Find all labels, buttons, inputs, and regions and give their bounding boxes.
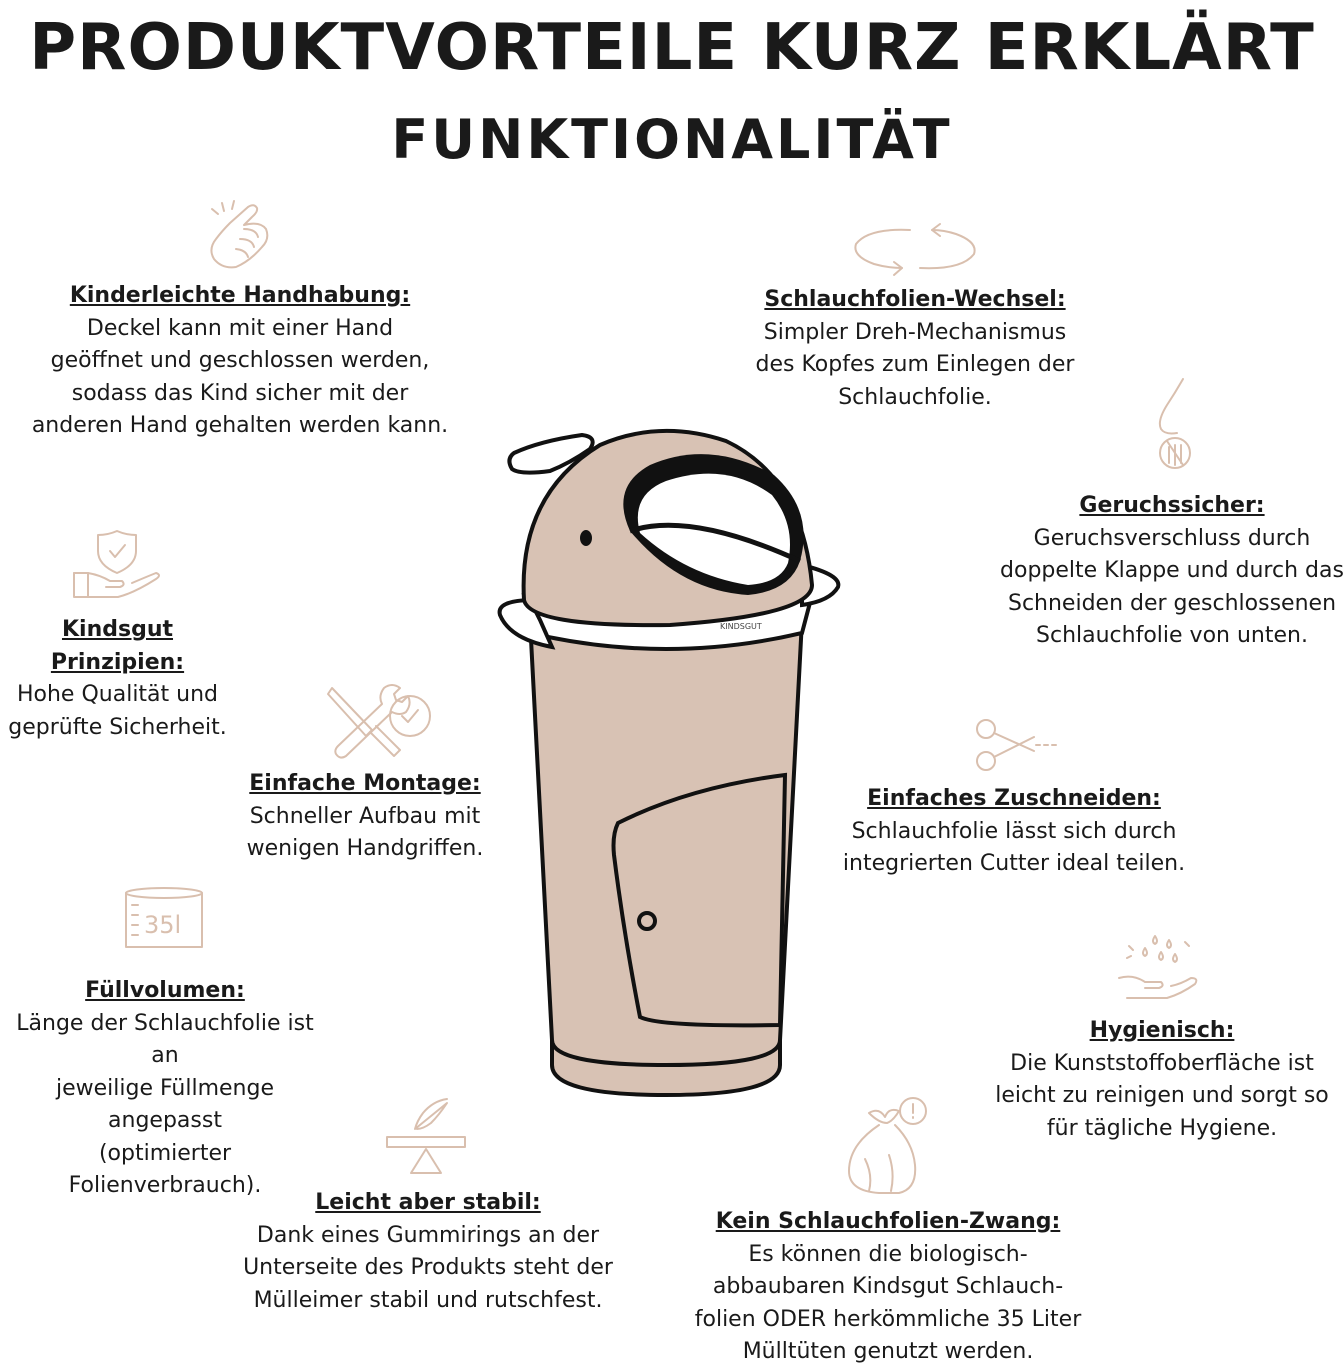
feature-title: Einfaches Zuschneiden: (867, 786, 1161, 811)
page-title: PRODUKTVORTEILE KURZ ERKLÄRT (29, 11, 1315, 85)
feature-text: Es können die biologisch- abbaubaren Kindsgut Schlauch- folien ODER herkömmliche 35 Liter Mülltüten genutzt werden. (694, 1241, 1082, 1364)
feature-prinzipien (0, 614, 235, 744)
feature-text: Simpler Dreh-Mechanismus des Kopfes zum Einlegen der Schlauchfolie. (755, 319, 1075, 410)
feature-text: Länge der Schlauchfolie ist an jeweilige Füllmenge angepasst (optimierter Folienverbrauch). (16, 1010, 314, 1198)
feature-text: Deckel kann mit einer Hand geöffnet und geschlossen werden, sodass das Kind sicher mit der anderen Hand gehalten werden kann. (31, 315, 449, 438)
feature-title: Geruchssicher: (1079, 493, 1265, 518)
feature-title: Kindsgut Prinzipien: (50, 617, 185, 675)
bag-icon (843, 1095, 933, 1200)
product-image (490, 415, 850, 1109)
brand-label: KINDSGUT (720, 622, 762, 631)
feature-text: Schneller Aufbau mit wenigen Handgriffen. (246, 803, 484, 861)
nose-icon (1145, 375, 1205, 475)
feature-title: Leicht aber stabil: (315, 1190, 541, 1215)
volume-icon (122, 885, 207, 955)
feature-volumen (0, 975, 330, 1203)
feature-text: Schlauchfolie lässt sich durch integrierten Cutter ideal teilen. (842, 818, 1186, 876)
feature-hygiene (990, 1015, 1334, 1145)
volume-icon-label: 35l (144, 911, 182, 939)
feature-title: Einfache Montage: (249, 771, 481, 796)
feature-title: Kinderleichte Handhabung: (69, 283, 411, 308)
tools-icon (322, 680, 437, 760)
scissors-icon (972, 715, 1057, 775)
feature-text: Dank eines Gummirings an der Unterseite des Produkts steht der Mülleimer stabil und rutschfest. (243, 1222, 613, 1313)
feature-handhabung (30, 280, 450, 443)
feature-title: Schlauchfolien-Wechsel: (764, 287, 1066, 312)
shield-hand-icon (70, 525, 165, 605)
balance-feather-icon (383, 1093, 468, 1178)
feature-zwang (668, 1206, 1108, 1369)
feature-montage (240, 768, 490, 866)
page-subtitle: FUNKTIONALITÄT (391, 108, 953, 171)
feature-text: Die Kunststoffoberfläche ist leicht zu reinigen und sorgt so für tägliche Hygiene. (995, 1050, 1329, 1141)
feature-geruch (1000, 490, 1344, 653)
feature-wechsel (725, 284, 1105, 414)
feature-zuschneiden (830, 783, 1198, 881)
hand-pointing-icon (200, 195, 280, 275)
hand-drops-icon (1115, 932, 1200, 1007)
feature-stabil (228, 1187, 628, 1317)
feature-title: Füllvolumen: (85, 978, 245, 1003)
feature-title: Kein Schlauchfolien-Zwang: (715, 1209, 1061, 1234)
feature-text: Hohe Qualität und geprüfte Sicherheit. (8, 682, 227, 740)
feature-title: Hygienisch: (1089, 1018, 1235, 1043)
rotate-arrows-icon (848, 222, 983, 277)
feature-text: Geruchsverschluss durch doppelte Klappe und durch das Schneiden der geschlossenen Schlauchfolie von unten. (1000, 525, 1344, 648)
